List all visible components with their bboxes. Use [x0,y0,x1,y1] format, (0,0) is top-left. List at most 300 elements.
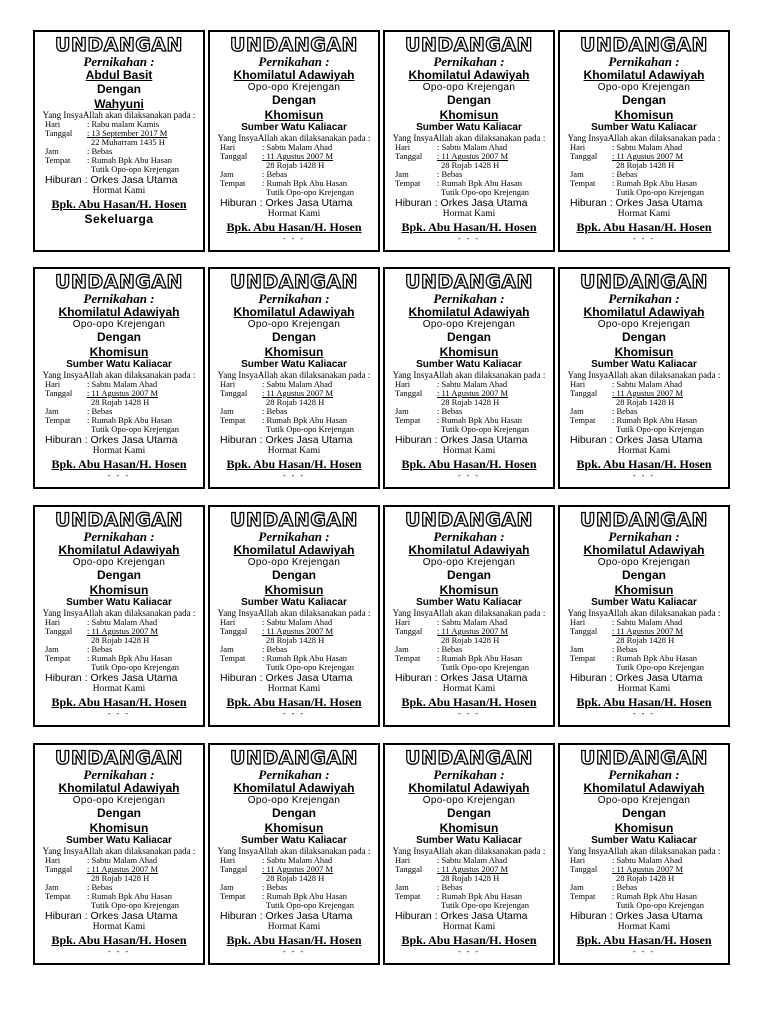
bride-place: Sumber Watu Kaliacar [591,835,697,846]
connector-text: Dengan [271,93,316,107]
jam-label: Jam [395,644,409,654]
tanggal-value: : 11 Agustus 2007 M [437,151,509,161]
hiburan-text: Hiburan : Orkes Jasa Utama [395,197,528,209]
hari-value: : Sabtu Malam Ahad [437,617,508,627]
tempat-label: Tempat [220,891,246,901]
family-text: Sekeluarga [84,212,154,226]
groom-place: Opo-opo Krejengan [72,795,166,806]
hari-value: : Sabtu Malam Ahad [612,142,683,152]
intro-text: Yang InsyaAllah akan dilaksanakan pada : [392,608,546,618]
connector-text: Dengan [446,330,491,344]
card-subtitle: Pernikahan : [608,291,680,306]
tempat-label: Tempat [570,415,596,425]
card-subtitle: Pernikahan : [83,54,155,69]
bride-name: Khomisun [89,345,149,359]
tempat-value: : Rumah Bpk Abu Hasan [437,891,522,901]
hiburan-text: Hiburan : Orkes Jasa Utama [220,672,353,684]
card-title: UNDANGAN [55,747,183,769]
tempat-label: Tempat [220,653,246,663]
connector-text: Dengan [621,93,666,107]
hari-label: Hari [395,142,411,152]
tempat-value: : Rumah Bpk Abu Hasan [262,178,347,188]
tempat-label: Tempat [45,891,71,901]
trailing-text: - - - [633,947,655,956]
hormat-text: Hormat Kami [617,446,671,456]
signature: Bpk. Abu Hasan/H. Hosen [226,695,362,709]
event-details [395,380,553,434]
groom-name: Khomilatul Adawiyah [58,543,180,557]
hiburan-text: Hiburan : Orkes Jasa Utama [220,434,353,446]
hiburan-text: Hiburan : Orkes Jasa Utama [395,672,528,684]
trailing-text: - - - [108,709,130,718]
tanggal-label: Tanggal [220,151,248,161]
groom-name: Khomilatul Adawiyah [583,543,705,557]
hari-value: : Sabtu Malam Ahad [612,855,683,865]
hiburan-text: Hiburan : Orkes Jasa Utama [395,434,528,446]
tempat-label: Tempat [395,891,421,901]
groom-place: Opo-opo Krejengan [597,557,691,568]
tanggal-hijri-value: 22 Muharram 1435 H [91,137,165,147]
card-subtitle: Pernikahan : [258,54,330,69]
tempat-value: : Rumah Bpk Abu Hasan [437,653,522,663]
trailing-text: - - - [458,709,480,718]
invitation-card [33,505,205,727]
hari-label: Hari [570,379,586,389]
card-title: UNDANGAN [405,747,533,769]
groom-place: Opo-opo Krejengan [247,795,341,806]
tanggal-label: Tanggal [395,151,423,161]
trailing-text: - - - [283,471,305,480]
tanggal-label: Tanggal [220,388,248,398]
groom-name: Khomilatul Adawiyah [408,781,530,795]
hormat-text: Hormat Kami [267,684,321,694]
tanggal-hijri-value: 28 Rojab 1428 H [91,635,150,645]
trailing-text: - - - [283,709,305,718]
connector-text: Dengan [96,806,141,820]
hari-label: Hari [570,855,586,865]
jam-value: : Bebas [437,169,463,179]
tanggal-hijri-value: 28 Rojab 1428 H [616,397,675,407]
intro-text: Yang InsyaAllah akan dilaksanakan pada : [392,370,546,380]
hormat-text: Hormat Kami [267,446,321,456]
card-subtitle: Pernikahan : [258,291,330,306]
card-title: UNDANGAN [580,747,708,769]
hari-value: : Sabtu Malam Ahad [87,617,158,627]
tempat-value-line2: Tutik Opo-opo Krejengan [91,900,179,910]
tanggal-value: : 11 Agustus 2007 M [87,388,159,398]
invitation-card [558,505,730,727]
bride-name: Khomisun [614,345,674,359]
tempat-value: : Rumah Bpk Abu Hasan [612,178,697,188]
trailing-text: - - - [458,947,480,956]
tempat-label: Tempat [570,891,596,901]
tempat-value-line2: Tutik Opo-opo Krejengan [91,424,179,434]
bride-place: Sumber Watu Kaliacar [66,597,172,608]
hari-label: Hari [395,617,411,627]
groom-name: Khomilatul Adawiyah [233,781,355,795]
card-title: UNDANGAN [230,271,358,293]
tanggal-value: : 11 Agustus 2007 M [612,388,684,398]
groom-place: Opo-opo Krejengan [72,319,166,330]
tempat-label: Tempat [570,653,596,663]
hiburan-text: Hiburan : Orkes Jasa Utama [45,910,178,922]
tempat-value-line2: Tutik Opo-opo Krejengan [616,662,704,672]
event-details [220,618,378,672]
signature: Bpk. Abu Hasan/H. Hosen [401,457,537,471]
card-title: UNDANGAN [55,509,183,531]
invitation-card [383,267,555,489]
hari-label: Hari [395,855,411,865]
connector-text: Dengan [621,330,666,344]
hari-value: : Sabtu Malam Ahad [87,855,158,865]
bride-place: Sumber Watu Kaliacar [241,122,347,133]
card-title: UNDANGAN [405,34,533,56]
groom-name: Khomilatul Adawiyah [233,305,355,319]
tempat-label: Tempat [570,178,596,188]
groom-name: Khomilatul Adawiyah [583,781,705,795]
tanggal-value: : 11 Agustus 2007 M [437,864,509,874]
hiburan-text: Hiburan : Orkes Jasa Utama [45,672,178,684]
tempat-value: : Rumah Bpk Abu Hasan [612,653,697,663]
groom-place: Opo-opo Krejengan [597,319,691,330]
hari-value: : Sabtu Malam Ahad [437,855,508,865]
signature: Bpk. Abu Hasan/H. Hosen [401,933,537,947]
tanggal-hijri-value: 28 Rojab 1428 H [441,160,500,170]
card-subtitle: Pernikahan : [433,529,505,544]
groom-place: Opo-opo Krejengan [422,319,516,330]
jam-value: : Bebas [437,882,463,892]
groom-name: Abdul Basit [85,68,153,82]
tempat-value-line2: Tutik Opo-opo Krejengan [441,900,529,910]
bride-name: Khomisun [614,821,674,835]
event-details [570,618,728,672]
connector-text: Dengan [271,568,316,582]
invitation-card [558,743,730,965]
trailing-text: - - - [283,947,305,956]
hari-label: Hari [45,379,61,389]
invitation-card [33,743,205,965]
jam-value: : Bebas [612,406,638,416]
trailing-text: - - - [633,709,655,718]
jam-value: : Bebas [437,644,463,654]
jam-label: Jam [395,169,409,179]
connector-text: Dengan [271,806,316,820]
event-details [220,143,378,197]
groom-name: Khomilatul Adawiyah [408,305,530,319]
jam-label: Jam [220,406,234,416]
tanggal-hijri-value: 28 Rojab 1428 H [616,635,675,645]
tempat-value-line2: Tutik Opo-opo Krejengan [616,900,704,910]
hari-label: Hari [45,617,61,627]
tanggal-label: Tanggal [395,626,423,636]
jam-label: Jam [45,406,59,416]
tempat-value-line2: Tutik Opo-opo Krejengan [441,662,529,672]
tempat-label: Tempat [220,178,246,188]
hiburan-text: Hiburan : Orkes Jasa Utama [570,434,703,446]
card-subtitle: Pernikahan : [433,291,505,306]
jam-label: Jam [395,406,409,416]
hormat-text: Hormat Kami [442,922,496,932]
groom-name: Khomilatul Adawiyah [58,781,180,795]
card-title: UNDANGAN [405,509,533,531]
intro-text: Yang InsyaAllah akan dilaksanakan pada : [217,133,371,143]
tanggal-hijri-value: 28 Rojab 1428 H [441,397,500,407]
tanggal-value: : 11 Agustus 2007 M [87,864,159,874]
bride-place: Sumber Watu Kaliacar [241,359,347,370]
groom-place: Opo-opo Krejengan [422,795,516,806]
invitation-card [33,30,205,252]
hari-value: : Sabtu Malam Ahad [262,379,333,389]
signature: Bpk. Abu Hasan/H. Hosen [51,197,187,211]
tempat-value: : Rumah Bpk Abu Hasan [262,415,347,425]
tempat-value-line2: Tutik Opo-opo Krejengan [91,164,179,174]
bride-place: Sumber Watu Kaliacar [241,835,347,846]
bride-place: Sumber Watu Kaliacar [591,359,697,370]
hormat-text: Hormat Kami [92,684,146,694]
hormat-text: Hormat Kami [617,209,671,219]
intro-text: Yang InsyaAllah akan dilaksanakan pada : [217,846,371,856]
tanggal-hijri-value: 28 Rojab 1428 H [441,635,500,645]
tanggal-hijri-value: 28 Rojab 1428 H [616,873,675,883]
groom-name: Khomilatul Adawiyah [233,543,355,557]
groom-place: Opo-opo Krejengan [597,795,691,806]
jam-label: Jam [45,644,59,654]
intro-text: Yang InsyaAllah akan dilaksanakan pada : [42,370,196,380]
event-details [395,856,553,910]
groom-place: Opo-opo Krejengan [422,557,516,568]
trailing-text: - - - [283,234,305,243]
hari-value: : Sabtu Malam Ahad [262,142,333,152]
intro-text: Yang InsyaAllah akan dilaksanakan pada : [567,846,721,856]
tempat-value: : Rumah Bpk Abu Hasan [87,155,172,165]
groom-place: Opo-opo Krejengan [247,557,341,568]
tempat-value-line2: Tutik Opo-opo Krejengan [441,187,529,197]
intro-text: Yang InsyaAllah akan dilaksanakan pada : [392,846,546,856]
hiburan-text: Hiburan : Orkes Jasa Utama [220,197,353,209]
connector-text: Dengan [621,568,666,582]
connector-text: Dengan [96,82,141,96]
event-details [395,618,553,672]
card-subtitle: Pernikahan : [608,529,680,544]
hari-label: Hari [220,379,236,389]
tanggal-value: : 11 Agustus 2007 M [437,388,509,398]
hari-value: : Sabtu Malam Ahad [612,379,683,389]
tempat-value: : Rumah Bpk Abu Hasan [437,415,522,425]
tanggal-hijri-value: 28 Rojab 1428 H [91,397,150,407]
invitation-card [383,743,555,965]
event-details [45,120,203,174]
jam-label: Jam [395,882,409,892]
event-details [45,856,203,910]
invitation-card [208,505,380,727]
card-title: UNDANGAN [405,271,533,293]
tempat-label: Tempat [45,653,71,663]
tanggal-hijri-value: 28 Rojab 1428 H [441,873,500,883]
trailing-text: - - - [633,234,655,243]
groom-name: Khomilatul Adawiyah [233,68,355,82]
trailing-text: - - - [458,234,480,243]
connector-text: Dengan [96,568,141,582]
hormat-text: Hormat Kami [442,209,496,219]
invitation-card [558,30,730,252]
tempat-label: Tempat [395,178,421,188]
tanggal-hijri-value: 28 Rojab 1428 H [266,873,325,883]
tanggal-hijri-value: 28 Rojab 1428 H [616,160,675,170]
tempat-label: Tempat [395,415,421,425]
tempat-value: : Rumah Bpk Abu Hasan [262,653,347,663]
signature: Bpk. Abu Hasan/H. Hosen [51,457,187,471]
signature: Bpk. Abu Hasan/H. Hosen [576,220,712,234]
invitation-card [208,30,380,252]
connector-text: Dengan [446,806,491,820]
groom-name: Khomilatul Adawiyah [408,543,530,557]
groom-place: Opo-opo Krejengan [247,319,341,330]
tanggal-label: Tanggal [45,626,73,636]
hiburan-text: Hiburan : Orkes Jasa Utama [395,910,528,922]
intro-text: Yang InsyaAllah akan dilaksanakan pada : [42,846,196,856]
jam-value: : Bebas [262,169,288,179]
hari-value: : Sabtu Malam Ahad [437,379,508,389]
intro-text: Yang InsyaAllah akan dilaksanakan pada : [217,608,371,618]
bride-place: Sumber Watu Kaliacar [416,122,522,133]
event-details [570,856,728,910]
hormat-text: Hormat Kami [92,922,146,932]
card-title: UNDANGAN [230,34,358,56]
hiburan-text: Hiburan : Orkes Jasa Utama [45,174,178,186]
bride-place: Sumber Watu Kaliacar [591,597,697,608]
card-subtitle: Pernikahan : [608,54,680,69]
groom-place: Opo-opo Krejengan [72,557,166,568]
bride-place: Sumber Watu Kaliacar [416,835,522,846]
bride-name: Khomisun [89,821,149,835]
tempat-value-line2: Tutik Opo-opo Krejengan [266,662,354,672]
jam-value: : Bebas [612,644,638,654]
tanggal-value: : 11 Agustus 2007 M [262,151,334,161]
tempat-value: : Rumah Bpk Abu Hasan [87,653,172,663]
tanggal-value: : 11 Agustus 2007 M [612,626,684,636]
tanggal-value: : 11 Agustus 2007 M [262,864,334,874]
card-subtitle: Pernikahan : [83,529,155,544]
tanggal-value: : 11 Agustus 2007 M [262,388,334,398]
hormat-text: Hormat Kami [267,922,321,932]
card-title: UNDANGAN [55,34,183,56]
tanggal-value: : 11 Agustus 2007 M [87,626,159,636]
groom-name: Khomilatul Adawiyah [583,305,705,319]
card-subtitle: Pernikahan : [258,529,330,544]
groom-name: Khomilatul Adawiyah [408,68,530,82]
hiburan-text: Hiburan : Orkes Jasa Utama [570,197,703,209]
hormat-text: Hormat Kami [617,922,671,932]
signature: Bpk. Abu Hasan/H. Hosen [226,933,362,947]
bride-name: Khomisun [439,108,499,122]
jam-value: : Bebas [87,644,113,654]
signature: Bpk. Abu Hasan/H. Hosen [226,220,362,234]
jam-value: : Bebas [87,882,113,892]
groom-place: Opo-opo Krejengan [247,82,341,93]
tanggal-label: Tanggal [220,864,248,874]
jam-label: Jam [220,169,234,179]
invitation-card [383,30,555,252]
signature: Bpk. Abu Hasan/H. Hosen [51,695,187,709]
jam-label: Jam [220,882,234,892]
tempat-value: : Rumah Bpk Abu Hasan [612,891,697,901]
tanggal-value: : 11 Agustus 2007 M [612,151,684,161]
tempat-value: : Rumah Bpk Abu Hasan [87,891,172,901]
tempat-label: Tempat [45,415,71,425]
card-title: UNDANGAN [55,271,183,293]
hari-value: : Rabu malam Kamis [87,119,160,129]
signature: Bpk. Abu Hasan/H. Hosen [576,933,712,947]
hiburan-text: Hiburan : Orkes Jasa Utama [220,910,353,922]
hormat-text: Hormat Kami [92,446,146,456]
trailing-text: - - - [458,471,480,480]
bride-name: Khomisun [439,821,499,835]
tanggal-label: Tanggal [45,864,73,874]
groom-place: Opo-opo Krejengan [597,82,691,93]
tanggal-label: Tanggal [395,864,423,874]
bride-name: Khomisun [264,583,324,597]
trailing-text: - - - [108,947,130,956]
connector-text: Dengan [96,330,141,344]
hormat-text: Hormat Kami [442,684,496,694]
card-title: UNDANGAN [580,271,708,293]
tanggal-label: Tanggal [45,128,73,138]
tempat-label: Tempat [395,653,421,663]
tanggal-label: Tanggal [570,864,598,874]
jam-label: Jam [45,882,59,892]
bride-name: Wahyuni [94,97,144,111]
event-details [570,380,728,434]
hiburan-text: Hiburan : Orkes Jasa Utama [45,434,178,446]
jam-label: Jam [570,406,584,416]
tanggal-label: Tanggal [220,626,248,636]
bride-name: Khomisun [264,345,324,359]
tempat-value-line2: Tutik Opo-opo Krejengan [616,187,704,197]
card-title: UNDANGAN [580,34,708,56]
signature: Bpk. Abu Hasan/H. Hosen [576,695,712,709]
hari-value: : Sabtu Malam Ahad [87,379,158,389]
tempat-label: Tempat [220,415,246,425]
hari-label: Hari [45,855,61,865]
trailing-text: - - - [108,471,130,480]
intro-text: Yang InsyaAllah akan dilaksanakan pada : [392,133,546,143]
connector-text: Dengan [446,568,491,582]
jam-label: Jam [45,146,59,156]
tempat-value: : Rumah Bpk Abu Hasan [87,415,172,425]
trailing-text: - - - [633,471,655,480]
tanggal-label: Tanggal [570,388,598,398]
connector-text: Dengan [446,93,491,107]
connector-text: Dengan [271,330,316,344]
intro-text: Yang InsyaAllah akan dilaksanakan pada : [567,370,721,380]
tempat-value-line2: Tutik Opo-opo Krejengan [441,424,529,434]
jam-value: : Bebas [87,406,113,416]
invitation-card [208,743,380,965]
card-title: UNDANGAN [580,509,708,531]
intro-text: Yang InsyaAllah akan dilaksanakan pada : [217,370,371,380]
jam-value: : Bebas [612,882,638,892]
hari-label: Hari [395,379,411,389]
bride-name: Khomisun [264,108,324,122]
intro-text: Yang InsyaAllah akan dilaksanakan pada : [567,608,721,618]
event-details [220,380,378,434]
bride-place: Sumber Watu Kaliacar [416,359,522,370]
hari-label: Hari [220,617,236,627]
bride-place: Sumber Watu Kaliacar [66,835,172,846]
bride-name: Khomisun [439,583,499,597]
bride-name: Khomisun [614,108,674,122]
bride-name: Khomisun [439,345,499,359]
